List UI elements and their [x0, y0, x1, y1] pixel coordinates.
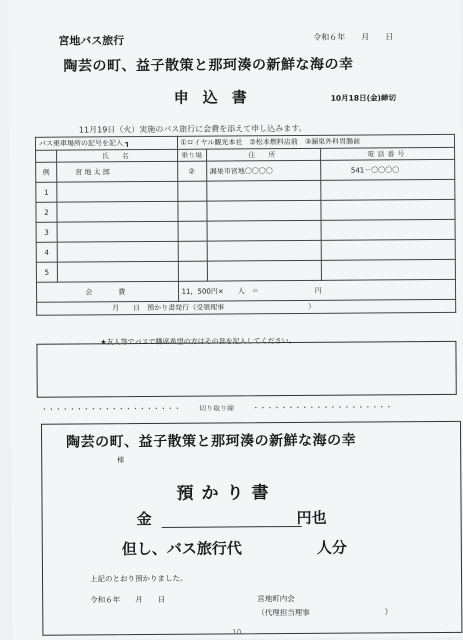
receipt-issue-row [37, 299, 456, 315]
amount-suffix: 円也 [296, 508, 327, 527]
received-text: 上記のとおり預かりました。 [90, 573, 188, 584]
address-cell[interactable] [206, 180, 320, 201]
phone-cell[interactable] [321, 199, 455, 220]
name-cell[interactable] [57, 201, 178, 222]
phone-cell[interactable] [321, 219, 455, 240]
form-date: 令和６年 月 日 [313, 32, 394, 42]
deadline-text: 10月18日(金)締切 [330, 93, 396, 103]
receipt-date: 令和６年 月 日 [90, 594, 166, 605]
agent-signature: （代理担当理事 ） [257, 607, 393, 618]
organizer-name: 宮地バス旅行 [58, 34, 125, 48]
row-number: 2 [36, 202, 57, 222]
stop-cell[interactable] [178, 261, 207, 281]
note-label: ★友人等でバスで購席希望の方はその旨を記入してください。 [100, 337, 296, 347]
header-name: 氏 名 [57, 149, 178, 162]
row-number: 5 [36, 262, 57, 282]
address-cell[interactable] [207, 220, 321, 241]
name-cell[interactable] [57, 241, 178, 262]
cut-dots-right: ・・・・・・・・・・・・・・・・・・・・ [252, 403, 393, 413]
address-cell[interactable] [207, 260, 321, 281]
application-table [35, 134, 456, 316]
application-form-page [8, 0, 463, 640]
stop-cell[interactable] [177, 181, 206, 201]
bus-stop-instruction [35, 136, 177, 150]
bus-stop-instruction-label: バス乗車場所の記号を記入 [38, 139, 124, 148]
row-number: 1 [36, 182, 57, 202]
note-box[interactable] [36, 341, 456, 398]
cut-line-label: 切り取り線 [199, 404, 235, 413]
address-cell[interactable] [206, 200, 320, 221]
phone-cell[interactable] [321, 239, 455, 260]
receipt-title: 預かり書 [176, 483, 277, 504]
receipt-event-title: 陶芸の町、益子散策と那珂湊の新鮮な海の幸 [66, 432, 357, 451]
event-title: 陶芸の町、益子散策と那珂湊の新鮮な海の幸 [63, 56, 354, 75]
name-cell[interactable] [57, 221, 178, 242]
receipt-issue: 月 日 預かり書発行（受領理事 ） [37, 299, 456, 315]
header-number [36, 150, 57, 162]
fee-label: 会 費 [36, 281, 178, 302]
stop-cell[interactable] [177, 201, 206, 221]
example-address: 漏巣市宮地〇〇〇〇 [206, 160, 320, 181]
phone-cell[interactable] [321, 259, 455, 280]
example-number: 例 [36, 162, 57, 182]
header-stop: 乗り場 [177, 149, 206, 161]
bus-stop-options: ①ロイヤル観光本社 ②松本燃料店前 ③漏巣外科胃腸前 [177, 134, 455, 149]
header-phone: 電話番号 [320, 147, 454, 160]
intro-text: 11月19日（火）実施のバス旅行に会費を添えて申し込みます。 [78, 123, 307, 135]
example-phone: 541－〇〇〇〇 [320, 159, 454, 180]
receipt-honorific: 様 [117, 456, 125, 465]
association-name: 宮地町内会 [257, 594, 295, 604]
example-stop: ② [177, 161, 206, 181]
row-number: 4 [36, 242, 57, 262]
cut-line [41, 402, 456, 415]
bus-stop-symbol: ┓ [125, 139, 130, 148]
row-number: 3 [36, 222, 57, 242]
form-title: 申込書 [173, 88, 261, 107]
phone-cell[interactable] [320, 179, 454, 200]
stop-cell[interactable] [178, 221, 207, 241]
page-number: 10 [232, 628, 242, 637]
stop-cell[interactable] [178, 241, 207, 261]
name-cell[interactable] [57, 261, 178, 282]
example-name: 宮 地 太 郎 [57, 161, 178, 182]
receipt-purpose: 但し、バス旅行代 [121, 539, 242, 559]
receipt-persons: 人分 [316, 538, 347, 557]
name-cell[interactable] [57, 181, 178, 202]
address-cell[interactable] [207, 240, 321, 261]
amount-prefix: 金 [136, 510, 152, 529]
cut-dots-left: ・・・・・・・・・・・・・・・・・・・・ [40, 404, 181, 414]
fee-calculation[interactable]: 11，500円× 人 ＝ 円 [178, 279, 456, 301]
header-address: 住 所 [206, 148, 320, 161]
